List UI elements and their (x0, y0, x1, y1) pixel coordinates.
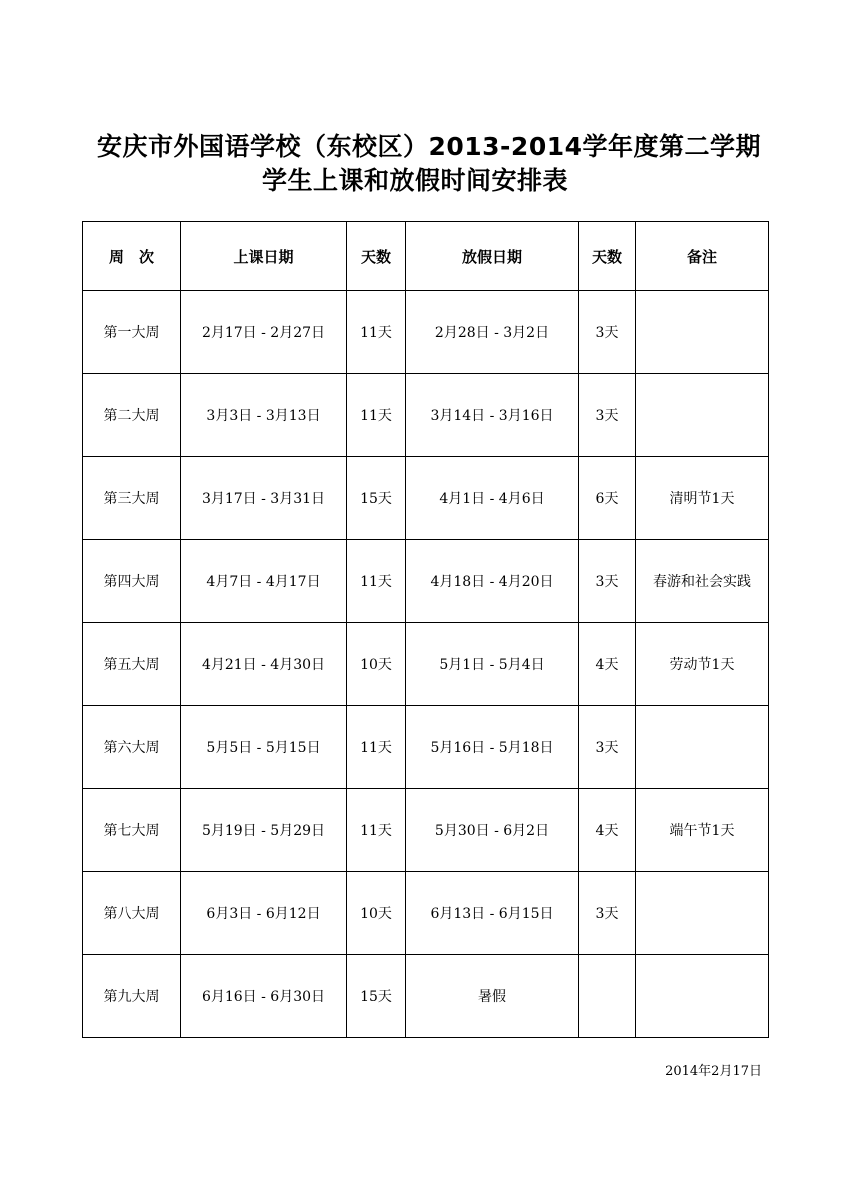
week-cell: 第一大周 (83, 291, 181, 374)
note-cell (636, 872, 769, 955)
holiday-dates-cell: 4月18日 - 4月20日 (406, 540, 579, 623)
class-dates-cell: 4月21日 - 4月30日 (181, 623, 347, 706)
class-dates-cell: 6月16日 - 6月30日 (181, 955, 347, 1038)
holiday-dates-cell: 3月14日 - 3月16日 (406, 374, 579, 457)
note-cell (636, 374, 769, 457)
header-note: 备注 (636, 222, 769, 291)
note-cell (636, 955, 769, 1038)
class-dates-cell: 5月19日 - 5月29日 (181, 789, 347, 872)
holiday-dates-cell: 6月13日 - 6月15日 (406, 872, 579, 955)
table-row (83, 955, 769, 1038)
class-days-cell: 15天 (347, 457, 406, 540)
holiday-days-cell: 4天 (579, 623, 636, 706)
note-cell (636, 706, 769, 789)
table-row (83, 457, 769, 540)
holiday-days-cell: 6天 (579, 457, 636, 540)
week-cell: 第二大周 (83, 374, 181, 457)
week-cell: 第三大周 (83, 457, 181, 540)
holiday-days-cell (579, 955, 636, 1038)
class-days-cell: 11天 (347, 374, 406, 457)
note-cell: 端午节1天 (636, 789, 769, 872)
holiday-dates-cell: 5月16日 - 5月18日 (406, 706, 579, 789)
class-days-cell: 11天 (347, 291, 406, 374)
holiday-dates-cell: 2月28日 - 3月2日 (406, 291, 579, 374)
holiday-dates-cell: 暑假 (406, 955, 579, 1038)
holiday-dates-cell: 4月1日 - 4月6日 (406, 457, 579, 540)
note-cell: 清明节1天 (636, 457, 769, 540)
class-days-cell: 15天 (347, 955, 406, 1038)
note-cell: 劳动节1天 (636, 623, 769, 706)
class-dates-cell: 4月7日 - 4月17日 (181, 540, 347, 623)
table-row (83, 706, 769, 789)
class-days-cell: 10天 (347, 623, 406, 706)
holiday-days-cell: 4天 (579, 789, 636, 872)
table-row (83, 374, 769, 457)
document-subtitle: 学生上课和放假时间安排表 (261, 166, 568, 195)
class-days-cell: 11天 (347, 706, 406, 789)
class-days-cell: 11天 (347, 540, 406, 623)
note-cell: 春游和社会实践 (636, 540, 769, 623)
table-row (83, 291, 769, 374)
header-week: 周 次 (83, 222, 181, 291)
header-class-days: 天数 (347, 222, 406, 291)
class-dates-cell: 6月3日 - 6月12日 (181, 872, 347, 955)
note-cell (636, 291, 769, 374)
class-days-cell: 11天 (347, 789, 406, 872)
holiday-days-cell: 3天 (579, 291, 636, 374)
week-cell: 第五大周 (83, 623, 181, 706)
holiday-dates-cell: 5月30日 - 6月2日 (406, 789, 579, 872)
issue-date: 2014年2月17日 (665, 1064, 762, 1079)
week-cell: 第六大周 (83, 706, 181, 789)
week-cell: 第九大周 (83, 955, 181, 1038)
week-cell: 第八大周 (83, 872, 181, 955)
week-cell: 第四大周 (83, 540, 181, 623)
header-holiday-days: 天数 (579, 222, 636, 291)
holiday-days-cell: 3天 (579, 872, 636, 955)
holiday-dates-cell: 5月1日 - 5月4日 (406, 623, 579, 706)
table-row (83, 789, 769, 872)
header-row (83, 222, 769, 291)
document-title: 安庆市外国语学校（东校区）2013-2014学年度第二学期 (96, 132, 762, 161)
holiday-days-cell: 3天 (579, 706, 636, 789)
class-dates-cell: 3月17日 - 3月31日 (181, 457, 347, 540)
header-holiday-dates: 放假日期 (406, 222, 579, 291)
header-class-dates: 上课日期 (181, 222, 347, 291)
week-cell: 第七大周 (83, 789, 181, 872)
class-dates-cell: 5月5日 - 5月15日 (181, 706, 347, 789)
table-row (83, 540, 769, 623)
class-days-cell: 10天 (347, 872, 406, 955)
table-row (83, 872, 769, 955)
schedule-table (82, 221, 769, 1038)
holiday-days-cell: 3天 (579, 374, 636, 457)
table-row (83, 623, 769, 706)
class-dates-cell: 2月17日 - 2月27日 (181, 291, 347, 374)
holiday-days-cell: 3天 (579, 540, 636, 623)
class-dates-cell: 3月3日 - 3月13日 (181, 374, 347, 457)
